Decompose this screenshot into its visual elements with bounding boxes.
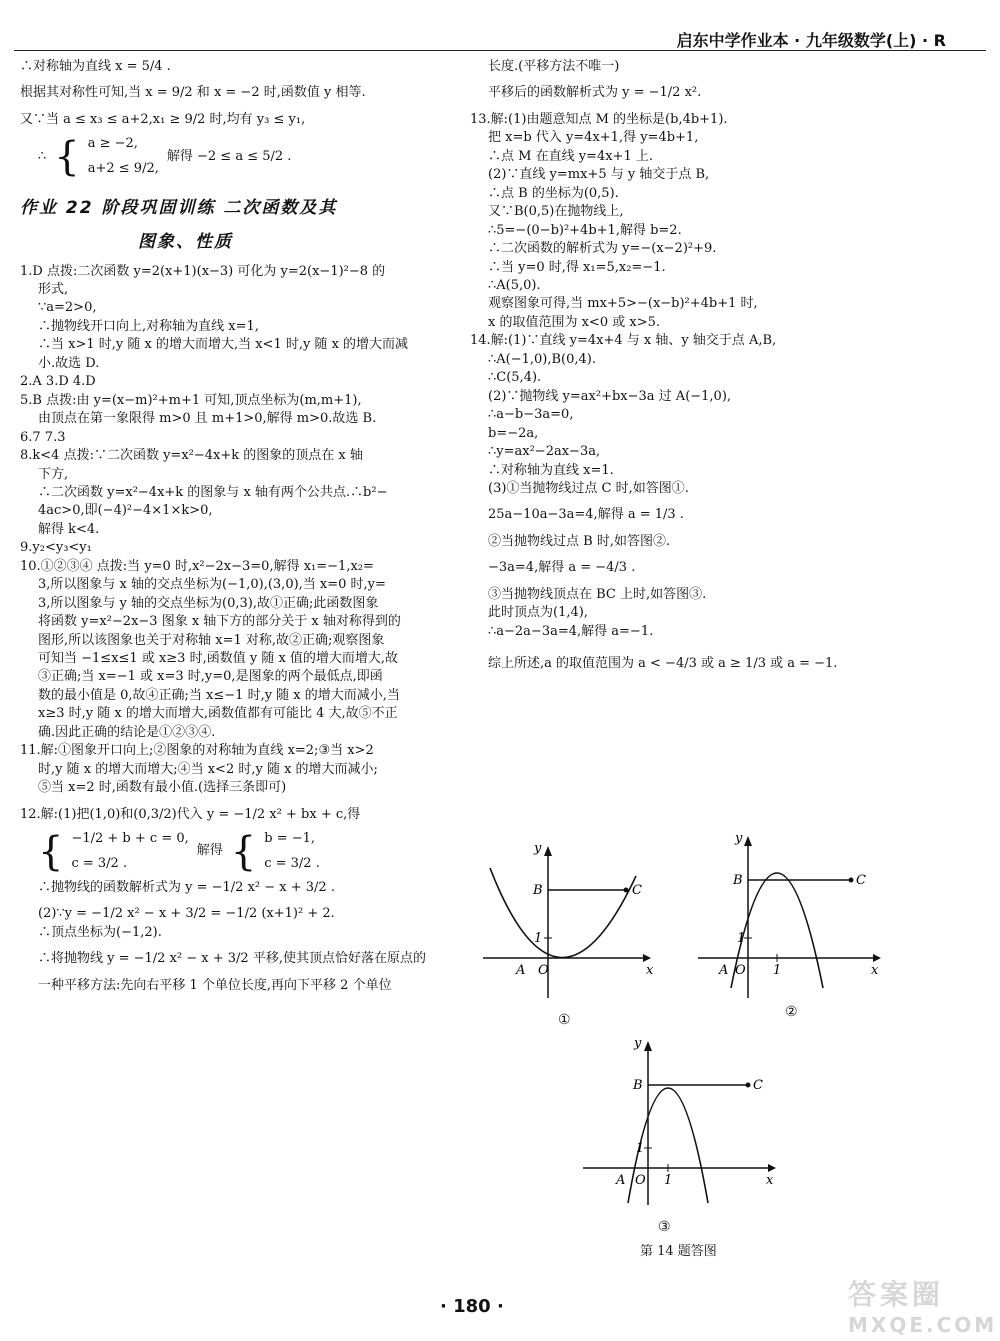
svg-text:A: A bbox=[719, 963, 729, 978]
text-line: ∴对称轴为直线 x=1. bbox=[488, 462, 614, 478]
text-line: (2)∵抛物线 y=ax²+bx−3a 过 A(−1,0), bbox=[488, 388, 732, 404]
text-line: ∴5=−(0−b)²+4b+1,解得 b=2. bbox=[488, 222, 682, 238]
svg-text:x: x bbox=[766, 1173, 774, 1188]
svg-text:C: C bbox=[753, 1078, 763, 1093]
text-line: 解得 k<4. bbox=[38, 521, 100, 537]
text-line: ∴a−2a−3a=4,解得 a=−1. bbox=[488, 623, 654, 639]
text-line: 25a−10a−3a=4,解得 a = 1/3 . bbox=[488, 507, 684, 523]
text-line: 又∵B(0,5)在抛物线上, bbox=[488, 204, 624, 220]
text-line: 形式, bbox=[38, 281, 69, 297]
text-line: ⑤当 x=2 时,函数有最小值.(选择三条即可) bbox=[38, 780, 287, 796]
text-line: (2)∵直线 y=mx+5 与 y 轴交于点 B, bbox=[488, 167, 710, 183]
column-gutter bbox=[458, 48, 459, 1288]
text-line: ∴抛物线开口向上,对称轴为直线 x=1, bbox=[38, 318, 259, 334]
text-line: ∴二次函数 y=x²−4x+k 的图象与 x 轴有两个公共点.∴b²− bbox=[38, 484, 388, 500]
figure-3-graph bbox=[578, 1033, 778, 1213]
svg-text:1: 1 bbox=[773, 963, 782, 978]
text-line: 10.①②③④ 点拨:当 y=0 时,x²−2x−3=0,解得 x₁=−1,x₂= bbox=[20, 558, 374, 574]
brace-icon: { bbox=[54, 133, 80, 180]
page-header bbox=[14, 24, 986, 51]
text-line: 下方, bbox=[38, 466, 69, 482]
text-line: 确.因此正确的结论是①②③④. bbox=[38, 724, 216, 740]
right-column bbox=[470, 58, 980, 674]
watermark-text: 答案圈 bbox=[848, 1278, 945, 1311]
text-line: 此时顶点为(1,4), bbox=[488, 605, 588, 621]
svg-text:y: y bbox=[634, 1036, 642, 1051]
text-line: 4ac>0,即(−4)²−4×1×k>0, bbox=[38, 503, 213, 519]
equation: c = 3/2 . bbox=[264, 855, 320, 871]
figure-2-graph bbox=[693, 828, 883, 1008]
text-line: 8.k<4 点拨:∵二次函数 y=x²−4x+k 的图象的顶点在 x 轴 bbox=[20, 448, 363, 464]
figure-1-number: ① bbox=[558, 1012, 571, 1028]
text-line: 将函数 y=x²−2x−3 图象 x 轴下方的部分关于 x 轴对称得到的 bbox=[38, 614, 401, 630]
text-line: 3,所以图象与 y 轴的交点坐标为(0,3),故①正确;此函数图象 bbox=[38, 595, 379, 611]
figure-3 bbox=[578, 1033, 778, 1235]
text-line: ∴对称轴为直线 x = 5/4 . bbox=[20, 59, 171, 74]
text-line: −3a=4,解得 a = −4/3 . bbox=[488, 560, 636, 576]
text-line: ②当抛物线过点 B 时,如答图②. bbox=[488, 533, 671, 549]
question-9: 9.y₂<y₃<y₁ bbox=[20, 540, 92, 556]
text-line: ∴顶点坐标为(−1,2). bbox=[38, 924, 162, 940]
text-line: ∴A(5,0). bbox=[488, 277, 541, 293]
answer-figures bbox=[478, 828, 978, 1258]
text-line: ∴当 x>1 时,y 随 x 的增大而增大,当 x<1 时,y 随 x 的增大而减 bbox=[38, 337, 409, 353]
text-line: 由顶点在第一象限得 m>0 且 m+1>0,解得 m>0.故选 B. bbox=[38, 411, 377, 427]
question-8 bbox=[20, 447, 450, 539]
svg-text:B: B bbox=[633, 1078, 643, 1093]
text-line: 12.解:(1)把(1,0)和(0,3/2)代入 y = −1/2 x² + bx + c,得 bbox=[20, 806, 361, 822]
svg-text:A: A bbox=[616, 1173, 626, 1188]
svg-text:O: O bbox=[635, 1173, 646, 1188]
svg-text:y: y bbox=[735, 831, 743, 846]
text-line: 1.D 点拨:二次函数 y=2(x+1)(x−3) 可化为 y=2(x−1)²−8 的 bbox=[20, 263, 386, 279]
text-line: ∴点 B 的坐标为(0,5). bbox=[488, 185, 619, 201]
equation: b = −1, bbox=[264, 831, 315, 847]
text-line: 又∵当 a ≤ x₃ ≤ a+2,x₁ ≥ 9/2 时,均有 y₃ ≤ y₁, bbox=[20, 111, 306, 127]
brace-icon: { bbox=[38, 828, 64, 875]
question-12 bbox=[20, 806, 450, 996]
svg-text:B: B bbox=[533, 883, 543, 898]
text-line: ③当抛物线顶点在 BC 上时,如答图③. bbox=[488, 586, 707, 602]
equation: c = 3/2 . bbox=[71, 855, 128, 871]
text-line: ∴当 y=0 时,得 x₁=5,x₂=−1. bbox=[488, 259, 666, 275]
text-line: ∴y=ax²−2ax−3a, bbox=[488, 444, 601, 460]
solution-text: 解得 −2 ≤ a ≤ 5/2 . bbox=[166, 148, 292, 164]
text-line: (3)①当抛物线过点 C 时,如答图①. bbox=[488, 480, 689, 496]
question-6-7: 6.7 7.3 bbox=[20, 429, 66, 445]
figure-caption: 第 14 题答图 bbox=[640, 1244, 717, 1259]
text-line: ∴二次函数的解析式为 y=−(x−2)²+9. bbox=[488, 241, 717, 257]
svg-text:C: C bbox=[632, 883, 642, 898]
text-line: 平移后的函数解析式为 y = −1/2 x². bbox=[488, 85, 702, 101]
svg-text:1: 1 bbox=[534, 931, 543, 946]
text-line: ∴C(5,4). bbox=[488, 370, 542, 386]
figure-3-number: ③ bbox=[658, 1219, 671, 1235]
equation-system bbox=[38, 135, 450, 178]
text-line: 可知当 −1≤x≤1 或 x≥3 时,函数值 y 随 x 值的增大而增大,故 bbox=[38, 651, 399, 667]
equation: −1/2 + b + c = 0, bbox=[71, 831, 189, 847]
text-line: 数的最小值是 0,故④正确;当 x≤−1 时,y 随 x 的增大而减小,当 bbox=[38, 687, 400, 703]
text-line: 图形,所以该图象也关于对称轴 x=1 对称,故②正确;观察图象 bbox=[38, 632, 385, 648]
text-line: b=−2a, bbox=[488, 425, 539, 441]
figure-2 bbox=[693, 828, 883, 1020]
text-line: 长度.(平移方法不唯一) bbox=[488, 59, 620, 74]
text-line: x 的取值范围为 x<0 或 x>5. bbox=[488, 314, 660, 330]
figure-1-graph bbox=[478, 838, 658, 1008]
svg-text:O: O bbox=[538, 963, 549, 978]
text-line: (2)∵y = −1/2 x² − x + 3/2 = −1/2 (x+1)² + 2. bbox=[38, 906, 335, 922]
svg-text:O: O bbox=[735, 963, 746, 978]
page-number: · 180 · bbox=[440, 1296, 504, 1317]
question-11 bbox=[20, 742, 450, 797]
svg-text:x: x bbox=[646, 963, 654, 978]
brace-icon: { bbox=[230, 828, 257, 875]
equation: a ≥ −2, bbox=[87, 136, 138, 152]
text-line: ∵a=2>0, bbox=[38, 300, 97, 316]
solve-label: 解得 bbox=[196, 843, 223, 859]
text-line: x≥3 时,y 随 x 的增大而增大,函数值都有可能比 4 大,故⑤不正 bbox=[38, 706, 398, 722]
text-line: 根据其对称性可知,当 x = 9/2 和 x = −2 时,函数值 y 相等. bbox=[20, 85, 366, 101]
text-line: 时,y 随 x 的增大而增大;④当 x<2 时,y 随 x 的增大而减小; bbox=[38, 761, 378, 777]
text-line: 13.解:(1)由题意知点 M 的坐标是(b,4b+1). bbox=[470, 111, 728, 127]
svg-text:C: C bbox=[856, 873, 866, 888]
watermark-logo bbox=[848, 1273, 998, 1337]
figure-1 bbox=[478, 838, 658, 1028]
svg-text:1: 1 bbox=[636, 1141, 645, 1156]
svg-text:A: A bbox=[516, 963, 526, 978]
text-line: ∴点 M 在直线 y=4x+1 上. bbox=[488, 148, 653, 164]
section-title-cont: 图象、性质 bbox=[138, 232, 233, 253]
text-line: 一种平移方法:先向右平移 1 个单位长度,再向下平移 2 个单位 bbox=[38, 977, 392, 993]
question-10 bbox=[20, 558, 450, 743]
svg-text:1: 1 bbox=[664, 1173, 673, 1188]
text-line: ∴A(−1,0),B(0,4). bbox=[488, 351, 597, 367]
question-1 bbox=[20, 263, 450, 374]
section-title: 作业 22 阶段巩固训练 二次函数及其 bbox=[20, 198, 338, 219]
text-line: 综上所述,a 的取值范围为 a < −4/3 或 a ≥ 1/3 或 a = −1. bbox=[488, 656, 838, 672]
svg-text:B: B bbox=[733, 873, 743, 888]
text-line: ∴将抛物线 y = −1/2 x² − x + 3/2 平移,使其顶点恰好落在原点的 bbox=[38, 951, 426, 967]
text-line: ∴抛物线的函数解析式为 y = −1/2 x² − x + 3/2 . bbox=[38, 880, 335, 896]
text-line: 观察图象可得,当 mx+5>−(x−b)²+4b+1 时, bbox=[488, 296, 758, 312]
text-line: 14.解:(1)∵直线 y=4x+4 与 x 轴、y 轴交于点 A,B, bbox=[470, 333, 777, 349]
svg-text:1: 1 bbox=[737, 931, 746, 946]
book-title: 启东中学作业本 · 九年级数学(上) · R bbox=[676, 31, 946, 50]
text-line: ∴a−b−3a=0, bbox=[488, 407, 574, 423]
text-line: ③正确;当 x=−1 或 x=3 时,y=0,是图象的两个最低点,即函 bbox=[38, 669, 383, 685]
figure-2-number: ② bbox=[785, 1004, 798, 1020]
text-line: 小.故选 D. bbox=[38, 355, 100, 371]
text-line: 3,所以图象与 x 轴的交点坐标为(−1,0),(3,0),当 x=0 时,y= bbox=[38, 577, 386, 593]
equation: a+2 ≤ 9/2, bbox=[87, 160, 159, 176]
text-line: 11.解:①图象开口向上;②图象的对称轴为直线 x=2;③当 x>2 bbox=[20, 743, 374, 759]
text-line: 把 x=b 代入 y=4x+1,得 y=4b+1, bbox=[488, 130, 699, 146]
watermark-url: MXQE.COM bbox=[848, 1313, 998, 1337]
left-column bbox=[20, 58, 450, 995]
equation-system bbox=[38, 830, 450, 873]
svg-text:x: x bbox=[871, 963, 879, 978]
svg-text:y: y bbox=[534, 841, 542, 856]
therefore-symbol: ∴ bbox=[38, 148, 47, 164]
question-2-4: 2.A 3.D 4.D bbox=[20, 374, 96, 390]
text-line: 5.B 点拨:由 y=(x−m)²+m+1 可知,顶点坐标为(m,m+1), bbox=[20, 392, 362, 408]
